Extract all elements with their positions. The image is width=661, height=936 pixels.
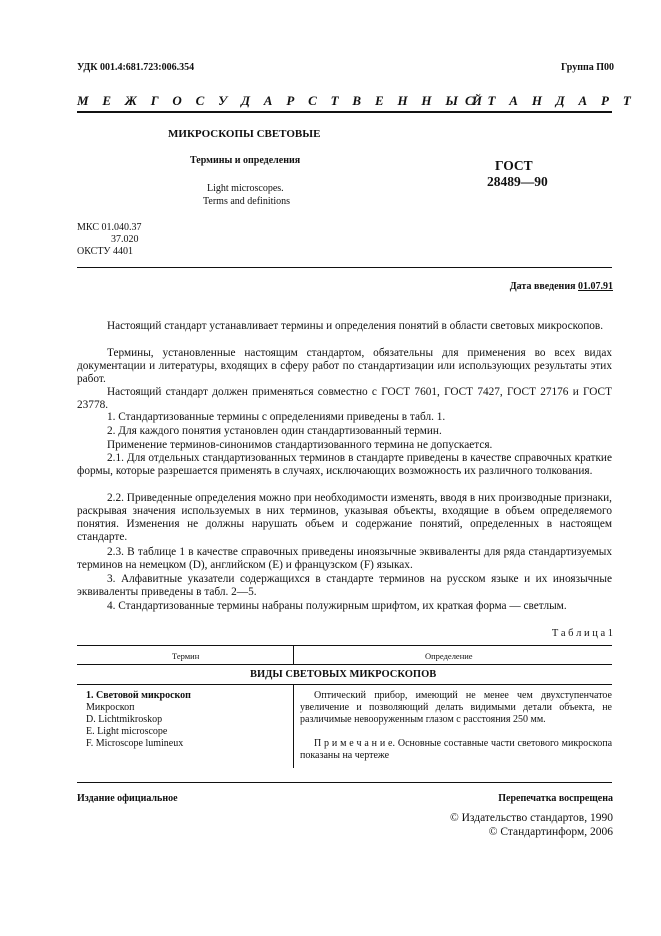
official-edition: Издание официальное (77, 793, 178, 804)
paragraph-item-1: 1. Стандартизованные термины с определениями приведены в табл. 1. (107, 411, 446, 423)
group-code: Группа П00 (561, 62, 614, 73)
mks-code: МКС 01.040.37 (77, 222, 142, 233)
paragraph-item-2: 2. Для каждого понятия установлен один стандартизованный термин. (107, 425, 442, 437)
column-header-definition: Определение (425, 651, 473, 661)
paragraph-item-4: 4. Стандартизованные термины набраны полужирным шрифтом, их краткая форма — светлым. (107, 600, 567, 612)
definition-note (300, 738, 612, 762)
note-text: Основные составные части светового микроскопа показаны на чертеже (300, 738, 613, 761)
table-section-rule (77, 684, 612, 685)
paragraph-item-2-2: 2.2. Приведенные определения можно при необходимости изменять, вводя в них производные признаки, раскрывая значения используемых в них терминов, указывая объекты, входящие в объем определяемого понятия. Изменения не должны нарушать объем и содержание понятий, определенных в настоящем стандарте. (77, 492, 612, 543)
intro-date (510, 281, 613, 292)
footer-rule (77, 782, 612, 783)
copyright-1990: © Издательство стандартов, 1990 (449, 812, 613, 824)
column-header-term: Термин (172, 651, 200, 661)
paragraph-item-2-1: 2.1. Для отдельных стандартизованных терминов в стандарте приведены в качестве справочных краткие формы, которые разрешается применять в случаях, исключающих возможность их различного толкования. (77, 452, 612, 477)
copyright-2006: © Стандартинформ, 2006 (488, 826, 613, 838)
table-caption: Т а б л и ц а 1 (551, 628, 613, 639)
term-german: D. Lichtmikroskop (86, 714, 163, 725)
reprint-prohibited: Перепечатка воспрещена (498, 793, 613, 804)
table-top-rule (77, 645, 612, 646)
term-english: E. Light microscope (86, 726, 168, 737)
definition-light-microscope: Оптический прибор, имеющий не менее чем двухступенчатое увеличение и позволяющий делать видимыми детали объекта, не различимые невооруженным глазом с расстояния 250 мм. (300, 690, 612, 725)
term-light-microscope: 1. Световой микроскоп (86, 690, 191, 701)
gost-number: 28489—90 (487, 174, 548, 189)
page-title: МИКРОСКОПЫ СВЕТОВЫЕ (168, 128, 321, 140)
udk-code: УДК 001.4:681.723:006.354 (77, 62, 195, 73)
banner-standard: С Т А Н Д А Р Т (465, 93, 637, 108)
term-french: F. Microscope lumineux (86, 738, 184, 749)
gost-label: ГОСТ (495, 158, 533, 173)
table-body-divider (293, 684, 294, 768)
paragraph-item-2-3: 2.3. В таблице 1 в качестве справочных приведены иноязычные эквиваленты для ряда стандартизуемых терминов на немецком (D), английском (E) и французском (F) языках. (77, 546, 612, 571)
paragraph-related-standards: Настоящий стандарт должен применяться совместно с ГОСТ 7601, ГОСТ 7427, ГОСТ 27176 и ГОСТ 23778. (77, 386, 612, 411)
paragraph-item-3: 3. Алфавитные указатели содержащихся в стандарте терминов на русском языке и их иноязычные эквиваленты приведены в табл. 2—5. (77, 573, 612, 598)
title-rule (77, 267, 612, 268)
table-section-heading: ВИДЫ СВЕТОВЫХ МИКРОСКОПОВ (250, 669, 437, 680)
paragraph-scope: Настоящий стандарт устанавливает термины и определения понятий в области световых микроскопов. (107, 320, 604, 332)
title-english-1: Light microscopes. (207, 183, 284, 194)
paragraph-obligatory: Термины, установленные настоящим стандартом, обязательны для применения во всех видах документации и литературы, входящих в сферу работ по стандартизации или использующих результаты этих работ. (77, 347, 612, 385)
intro-date-label: Дата введения (509, 281, 576, 292)
note-label: П р и м е ч а н и е. (314, 738, 395, 749)
table-header-rule (77, 664, 612, 665)
banner-rule (77, 111, 612, 113)
paragraph-synonyms: Применение терминов-синонимов стандартизованного термина не допускается. (107, 439, 493, 451)
page-subtitle: Термины и определения (190, 155, 301, 166)
mks-code-2: 37.020 (111, 234, 139, 245)
okstu-code: ОКСТУ 4401 (77, 246, 134, 257)
term-short-form: Микроскоп (86, 702, 135, 713)
intro-date-value: 01.07.91 (578, 281, 613, 292)
table-header-divider (293, 645, 294, 664)
title-english-2: Terms and definitions (203, 196, 291, 207)
banner-interstate: М Е Ж Г О С У Д А Р С Т В Е Н Н Ы Й (77, 93, 488, 108)
